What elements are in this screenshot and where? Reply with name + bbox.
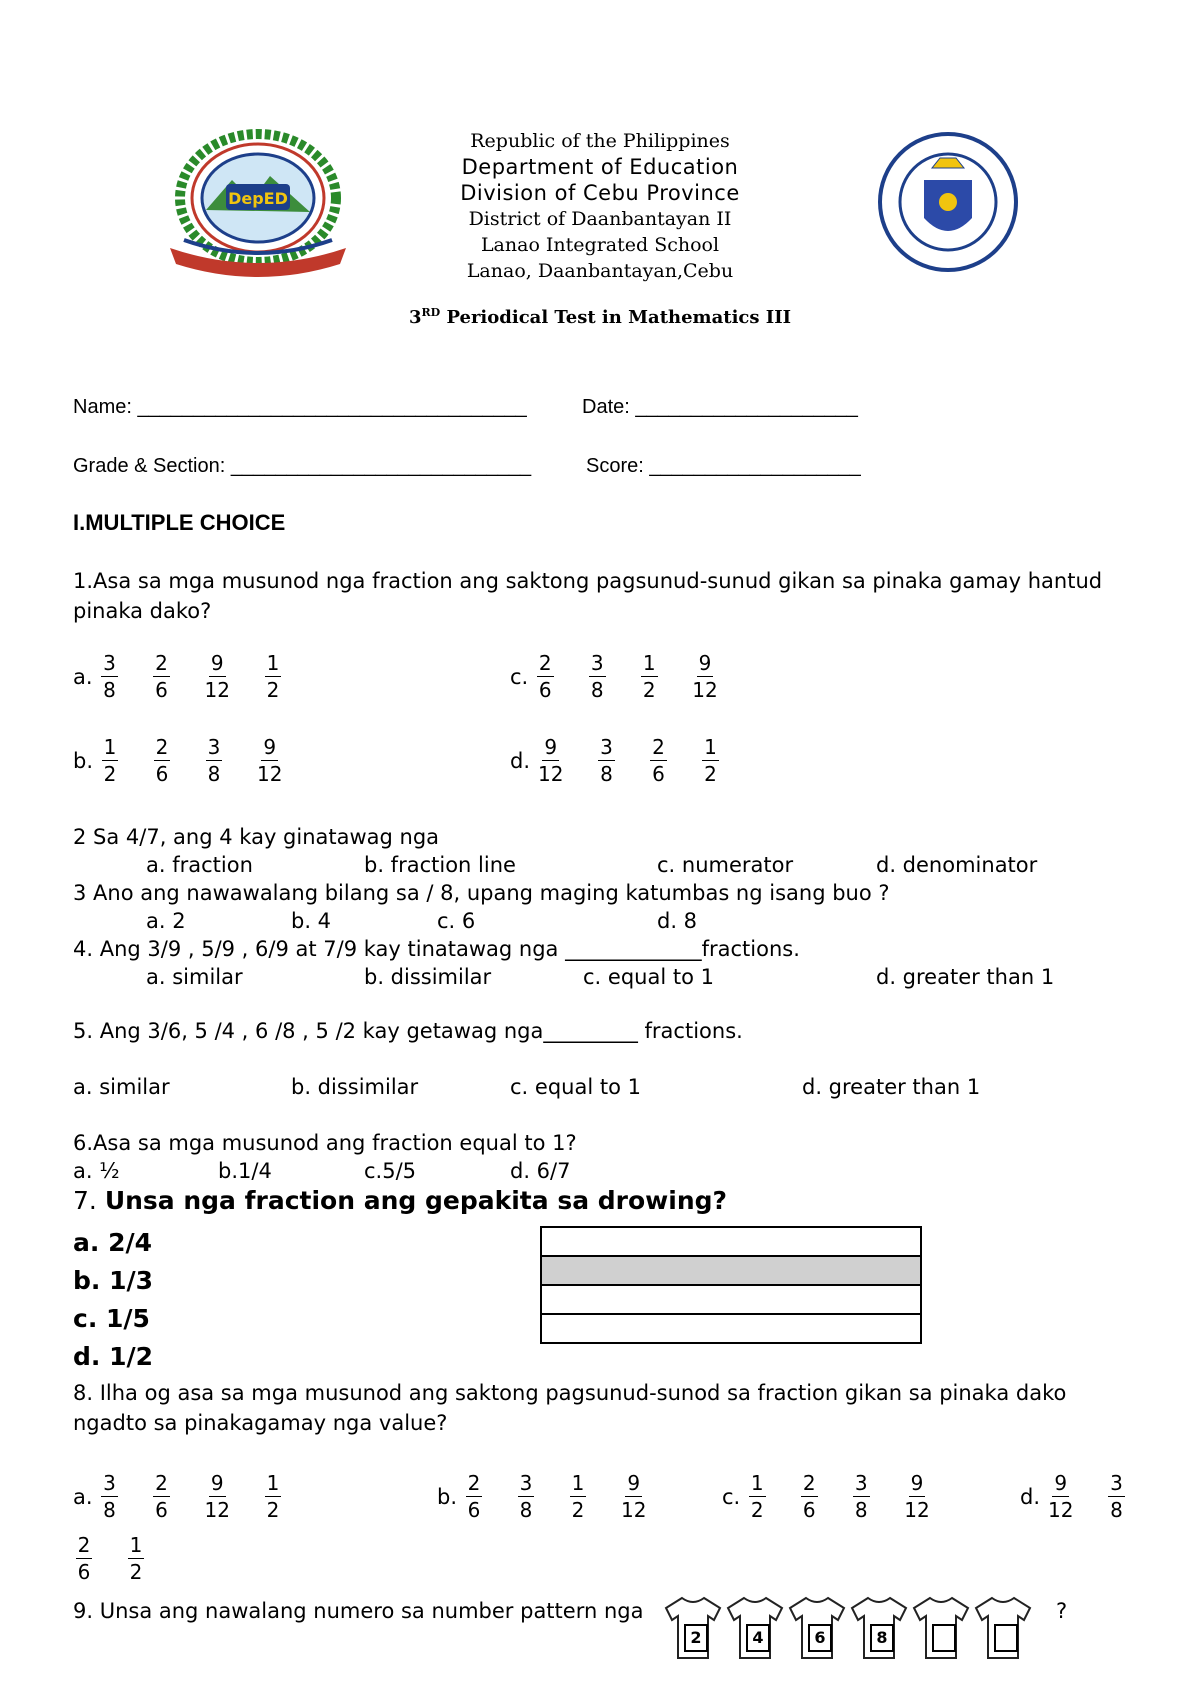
q7-stem: 7. Unsa nga fraction ang gepakita sa drowing? (73, 1186, 728, 1215)
fraction: $\frac{9}{12}$ (692, 651, 718, 702)
q4-stem: 4. Ang 3/9 , 5/9 , 6/9 at 7/9 kay tinatawag nga _____________fractions. (73, 937, 800, 961)
q5-option-a[interactable]: a. similar (73, 1075, 170, 1099)
q4-option-a[interactable]: a. similar (146, 965, 243, 989)
q4-option-c[interactable]: c. equal to 1 (583, 965, 714, 989)
grade-section-field[interactable]: Grade & Section: ___________________________ (73, 455, 532, 477)
q5-option-b[interactable]: b. dissimilar (291, 1075, 419, 1099)
shirt-number-box[interactable] (932, 1624, 956, 1652)
division-line: Division of Cebu Province (460, 181, 740, 205)
fraction: $\frac{3}{8}$ (519, 1471, 533, 1522)
q8-option-a[interactable] (73, 1470, 314, 1523)
q8-stem: 8. Ilha og asa sa mga musunod ang saktong pagsunud-sunod sa fraction gikan sa pinaka dako ngadto sa pinakagamay nga value? (73, 1381, 1067, 1435)
republic-line: Republic of the Philippines (470, 130, 730, 152)
fraction: $\frac{9}{12}$ (204, 1471, 230, 1522)
q6-option-a[interactable]: a. ½ (73, 1159, 120, 1183)
fraction: $\frac{1}{2}$ (571, 1471, 585, 1522)
shirt-icon (788, 1594, 848, 1662)
fraction: $\frac{1}{2}$ (750, 1471, 764, 1522)
option-letter: b. (437, 1484, 458, 1509)
fraction: $\frac{3}{8}$ (854, 1471, 868, 1522)
q6-option-c[interactable]: c.5/5 (364, 1159, 417, 1183)
unshaded-part (542, 1228, 920, 1255)
q1-option-d[interactable] (510, 734, 751, 787)
shirt-number-box: 6 (808, 1624, 832, 1652)
letterhead (0, 128, 1200, 284)
q8-option-d-wrap (73, 1532, 177, 1585)
school-line: Lanao Integrated School (480, 234, 720, 256)
q3-option-a[interactable]: a. 2 (146, 909, 186, 933)
unshaded-part (542, 1284, 920, 1313)
option-letter: b. (73, 748, 94, 773)
fraction: $\frac{1}{2}$ (266, 651, 280, 702)
q2-option-a[interactable]: a. fraction (146, 853, 253, 877)
department-line: Department of Education (461, 155, 739, 179)
fraction: $\frac{9}{12}$ (538, 735, 564, 786)
q1-option-b[interactable] (73, 734, 314, 787)
shirt-number-box: 8 (870, 1624, 894, 1652)
fraction: $\frac{3}{8}$ (1110, 1471, 1123, 1522)
q4-option-b[interactable]: b. dissimilar (364, 965, 492, 989)
fraction: $\frac{2}{6}$ (802, 1471, 816, 1522)
fraction: $\frac{2}{6}$ (155, 1471, 168, 1522)
q2-option-b[interactable]: b. fraction line (364, 853, 516, 877)
shirt-number-box: 4 (746, 1624, 770, 1652)
fraction: $\frac{9}{12}$ (904, 1471, 930, 1522)
fraction: $\frac{2}{6}$ (467, 1471, 481, 1522)
q9-stem: 9. Unsa ang nawalang numero sa number pattern nga (73, 1599, 644, 1623)
fraction: $\frac{2}{6}$ (652, 735, 665, 786)
q1-option-c[interactable] (510, 650, 750, 703)
q7-option-c[interactable]: c. 1/5 (73, 1304, 150, 1333)
q5-option-d[interactable]: d. greater than 1 (802, 1075, 981, 1099)
q4-option-d[interactable]: d. greater than 1 (876, 965, 1055, 989)
fraction: $\frac{9}{12}$ (1048, 1471, 1074, 1522)
unshaded-part (542, 1313, 920, 1342)
shirt-icon (912, 1594, 972, 1662)
q6-option-b[interactable]: b.1/4 (218, 1159, 272, 1183)
section-title: I.MULTIPLE CHOICE (73, 510, 286, 535)
q2-option-c[interactable]: c. numerator (657, 853, 794, 877)
fraction-drawing (540, 1226, 922, 1344)
q3-stem: 3 Ano ang nawawalang bilang sa / 8, upang maging katumbas ng isang buo ? (73, 881, 890, 905)
q9-question-mark: ? (1056, 1599, 1068, 1623)
shirt-number-box[interactable] (994, 1624, 1018, 1652)
q6-option-d[interactable]: d. 6/7 (510, 1159, 571, 1183)
shirt-number-box: 2 (684, 1624, 708, 1652)
fraction: $\frac{1}{2}$ (704, 735, 717, 786)
fraction: $\frac{1}{2}$ (642, 651, 656, 702)
q1-stem: 1.Asa sa mga musunod nga fraction ang saktong pagsunud-sunud gikan sa pinaka gamay hantud pinaka dako? (73, 569, 1103, 623)
fraction: $\frac{2}{6}$ (77, 1533, 91, 1584)
fraction: $\frac{9}{12}$ (621, 1471, 647, 1522)
q8-option-d[interactable] (1020, 1470, 1157, 1523)
fraction: $\frac{2}{6}$ (155, 651, 168, 702)
fraction: $\frac{9}{12}$ (257, 735, 283, 786)
q8-option-c[interactable] (722, 1470, 962, 1523)
option-letter: a. (73, 1484, 93, 1509)
date-field[interactable]: Date: ____________________ (582, 396, 858, 418)
logo-center-text: DepED (228, 189, 288, 208)
q3-option-b[interactable]: b. 4 (291, 909, 332, 933)
fraction: $\frac{3}{8}$ (590, 651, 604, 702)
fraction: $\frac{1}{2}$ (129, 1533, 143, 1584)
address-line: Lanao, Daanbantayan,Cebu (466, 260, 734, 282)
district-line: District of Daanbantayan II (468, 208, 732, 230)
q3-option-d[interactable]: d. 8 (657, 909, 698, 933)
option-letter: d. (510, 748, 531, 773)
q3-option-c[interactable]: c. 6 (437, 909, 476, 933)
fraction: $\frac{2}{6}$ (155, 735, 169, 786)
q8-option-b[interactable] (437, 1470, 678, 1523)
fraction: $\frac{3}{8}$ (600, 735, 613, 786)
shirt-icon (664, 1594, 724, 1662)
shirt-icon (850, 1594, 910, 1662)
fraction: $\frac{3}{8}$ (103, 651, 116, 702)
option-letter: c. (510, 664, 529, 689)
shirt-pattern (664, 1594, 1036, 1662)
score-field[interactable]: Score: ___________________ (586, 455, 861, 477)
option-letter: c. (722, 1484, 741, 1509)
option-letter: a. (73, 664, 93, 689)
test-title: 3RD Periodical Test in Mathematics III (408, 306, 792, 328)
fraction: $\frac{9}{12}$ (204, 651, 230, 702)
q7-option-b[interactable]: b. 1/3 (73, 1266, 154, 1295)
q7-option-a[interactable]: a. 2/4 (73, 1228, 152, 1257)
q2-stem: 2 Sa 4/7, ang 4 kay ginatawag nga (73, 825, 440, 849)
fraction: $\frac{1}{2}$ (103, 735, 117, 786)
shirt-icon (974, 1594, 1034, 1662)
fraction: $\frac{2}{6}$ (538, 651, 552, 702)
q5-option-c[interactable]: c. equal to 1 (510, 1075, 641, 1099)
fraction: $\frac{1}{2}$ (266, 1471, 280, 1522)
shaded-part (542, 1255, 920, 1284)
q1-option-a[interactable] (73, 650, 314, 703)
fraction: $\frac{3}{8}$ (207, 735, 221, 786)
q7-option-d[interactable]: d. 1/2 (73, 1342, 154, 1371)
shirt-icon (726, 1594, 786, 1662)
option-letter: d. (1020, 1484, 1041, 1509)
fraction: $\frac{3}{8}$ (103, 1471, 116, 1522)
q6-stem: 6.Asa sa mga musunod ang fraction equal to 1? (73, 1131, 577, 1155)
q5-stem: 5. Ang 3/6, 5 /4 , 6 /8 , 5 /2 kay getawag nga_________ fractions. (73, 1019, 743, 1043)
q2-option-d[interactable]: d. denominator (876, 853, 1038, 877)
name-field[interactable]: Name: ___________________________________ (73, 396, 527, 418)
